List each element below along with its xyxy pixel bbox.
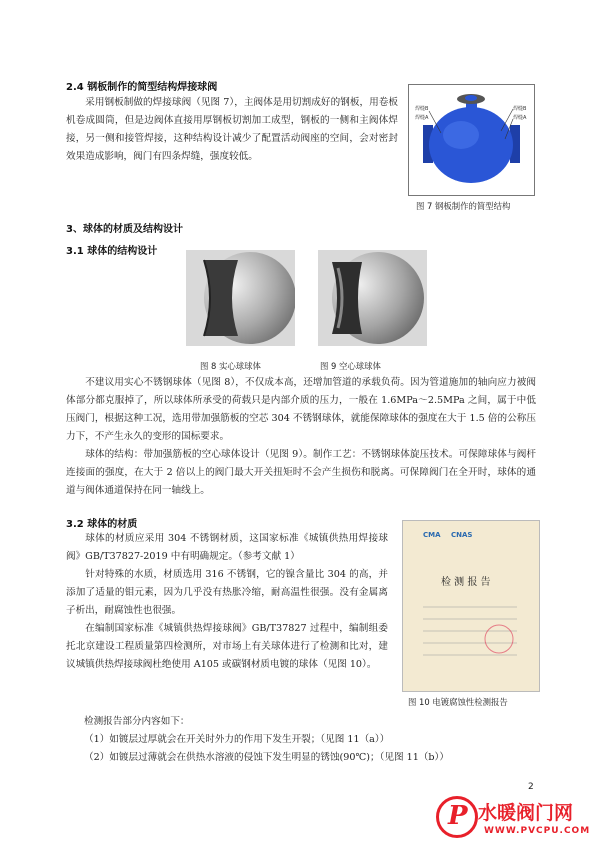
- weld-label-b-right: 焊缝B: [513, 106, 527, 112]
- section-3-title: 3、球体的材质及结构设计: [66, 224, 183, 235]
- watermark-brand: 水暖阀门网: [478, 802, 574, 824]
- report-doc-title: 检 测 报 告: [441, 577, 491, 588]
- figure-10-report-image: [402, 520, 540, 692]
- section-3-1-title: 3.1 球体的结构设计: [66, 246, 158, 257]
- welded-ball-valve-image: [409, 85, 534, 195]
- page-number: 2: [528, 782, 534, 792]
- section-3-2-title: 3.2 球体的材质: [66, 519, 138, 530]
- weld-label-a-right: 焊缝A: [513, 115, 527, 121]
- cma-logo: CMA: [423, 531, 441, 539]
- report-intro: 检测报告部分内容如下：: [84, 716, 190, 727]
- cnas-logo: CNAS: [451, 531, 473, 539]
- figure-7-caption: 图 7 钢板制作的简型结构: [416, 201, 511, 211]
- figure-8-caption: 图 8 实心球球体: [200, 361, 261, 371]
- watermark-logo-icon: P: [436, 796, 478, 838]
- figure-7-box: [408, 84, 535, 196]
- watermark-url: WWW.PVCPU.COM: [484, 826, 591, 836]
- hollow-ball-icon: [318, 250, 427, 346]
- section-3-2-text: 球体的材质应采用 304 不锈钢材质，这国家标准《城镇供热用焊接球阀》GB/T37827-2019 中有明确规定。（参考文献 1） 针对特殊的水质，材质选用 316 不锈钢，它的镍含量比 304 的高，并添加了适量的钼元素，因为几乎没有热胀冷缩，耐高温性很强。没有金属离子析出，耐腐蚀性也很强。 在编制国家标准《城镇供热焊接球阀》GB/T37827 过程中，编制组委托北京建设工程质量第四检测所，对市场上有关球体进行了检测和比对，建议城镇供热焊接球阀杜绝使用 A105 或碳钢材质电镀的球体（见图 10）。: [66, 533, 388, 670]
- figure-10-caption: 图 10 电镀腐蚀性检测报告: [408, 697, 508, 707]
- figure-9-caption: 图 9 空心球球体: [320, 361, 381, 371]
- weld-label-b-left: 焊缝B: [415, 106, 429, 112]
- report-item-1: （1）如镀层过厚就会在开关时外力的作用下发生开裂；（见图 11（a））: [84, 734, 390, 745]
- section-2-4-title: 2.4 钢板制作的简型结构焊接球阀: [66, 82, 218, 93]
- section-3-1-text: 不建议用实心不锈钢球体（见图 8），不仅成本高，还增加管道的承载负荷。因为管道施加的轴向应力被阀体部分都克服掉了，所以球体所承受的荷载只是内部介质的压力，一般在 1.6MPa～2.5MPa 之间，属于中低压阀门，根据这种工况，选用带加强筋板的空芯 304 不锈钢球体，就能保障球体的强度在大于 1.5 倍的公称压力下，不产生永久的变形的国标要求。 球体的结构：带加强筋板的空心球体设计（见图 9）。制作工艺：不锈钢球体旋压技术。可保障球体与阀杆连接面的强度，在大于 2 倍以上的阀门最大开关扭矩时不会产生损伤和脱离。可保障阀门在全开时，球体的通道与阀体通道保持在同一轴线上。: [66, 377, 536, 496]
- weld-label-a-left: 焊缝A: [415, 115, 429, 121]
- figure-9-image: [318, 250, 427, 346]
- figure-8-image: [186, 250, 295, 346]
- report-item-2: （2）如镀层过薄就会在供热水溶液的侵蚀下发生明显的锈蚀(90℃)；（见图 11（b））: [84, 752, 449, 763]
- solid-ball-icon: [186, 250, 295, 346]
- report-form-lines: [403, 521, 539, 691]
- section-2-4-text: 采用钢板制做的焊接球阀（见图 7），主阀体是用切割成好的钢板，用卷板机卷成圆筒，但是边阀体直接用厚钢板切割加工成型，钢板的一侧和主阀体焊接，另一侧和接管焊接，这种结构设计减少了配置活动阀座的空间，会对密封效果造成影响，阀门有四条焊缝，强度较低。: [66, 97, 398, 162]
